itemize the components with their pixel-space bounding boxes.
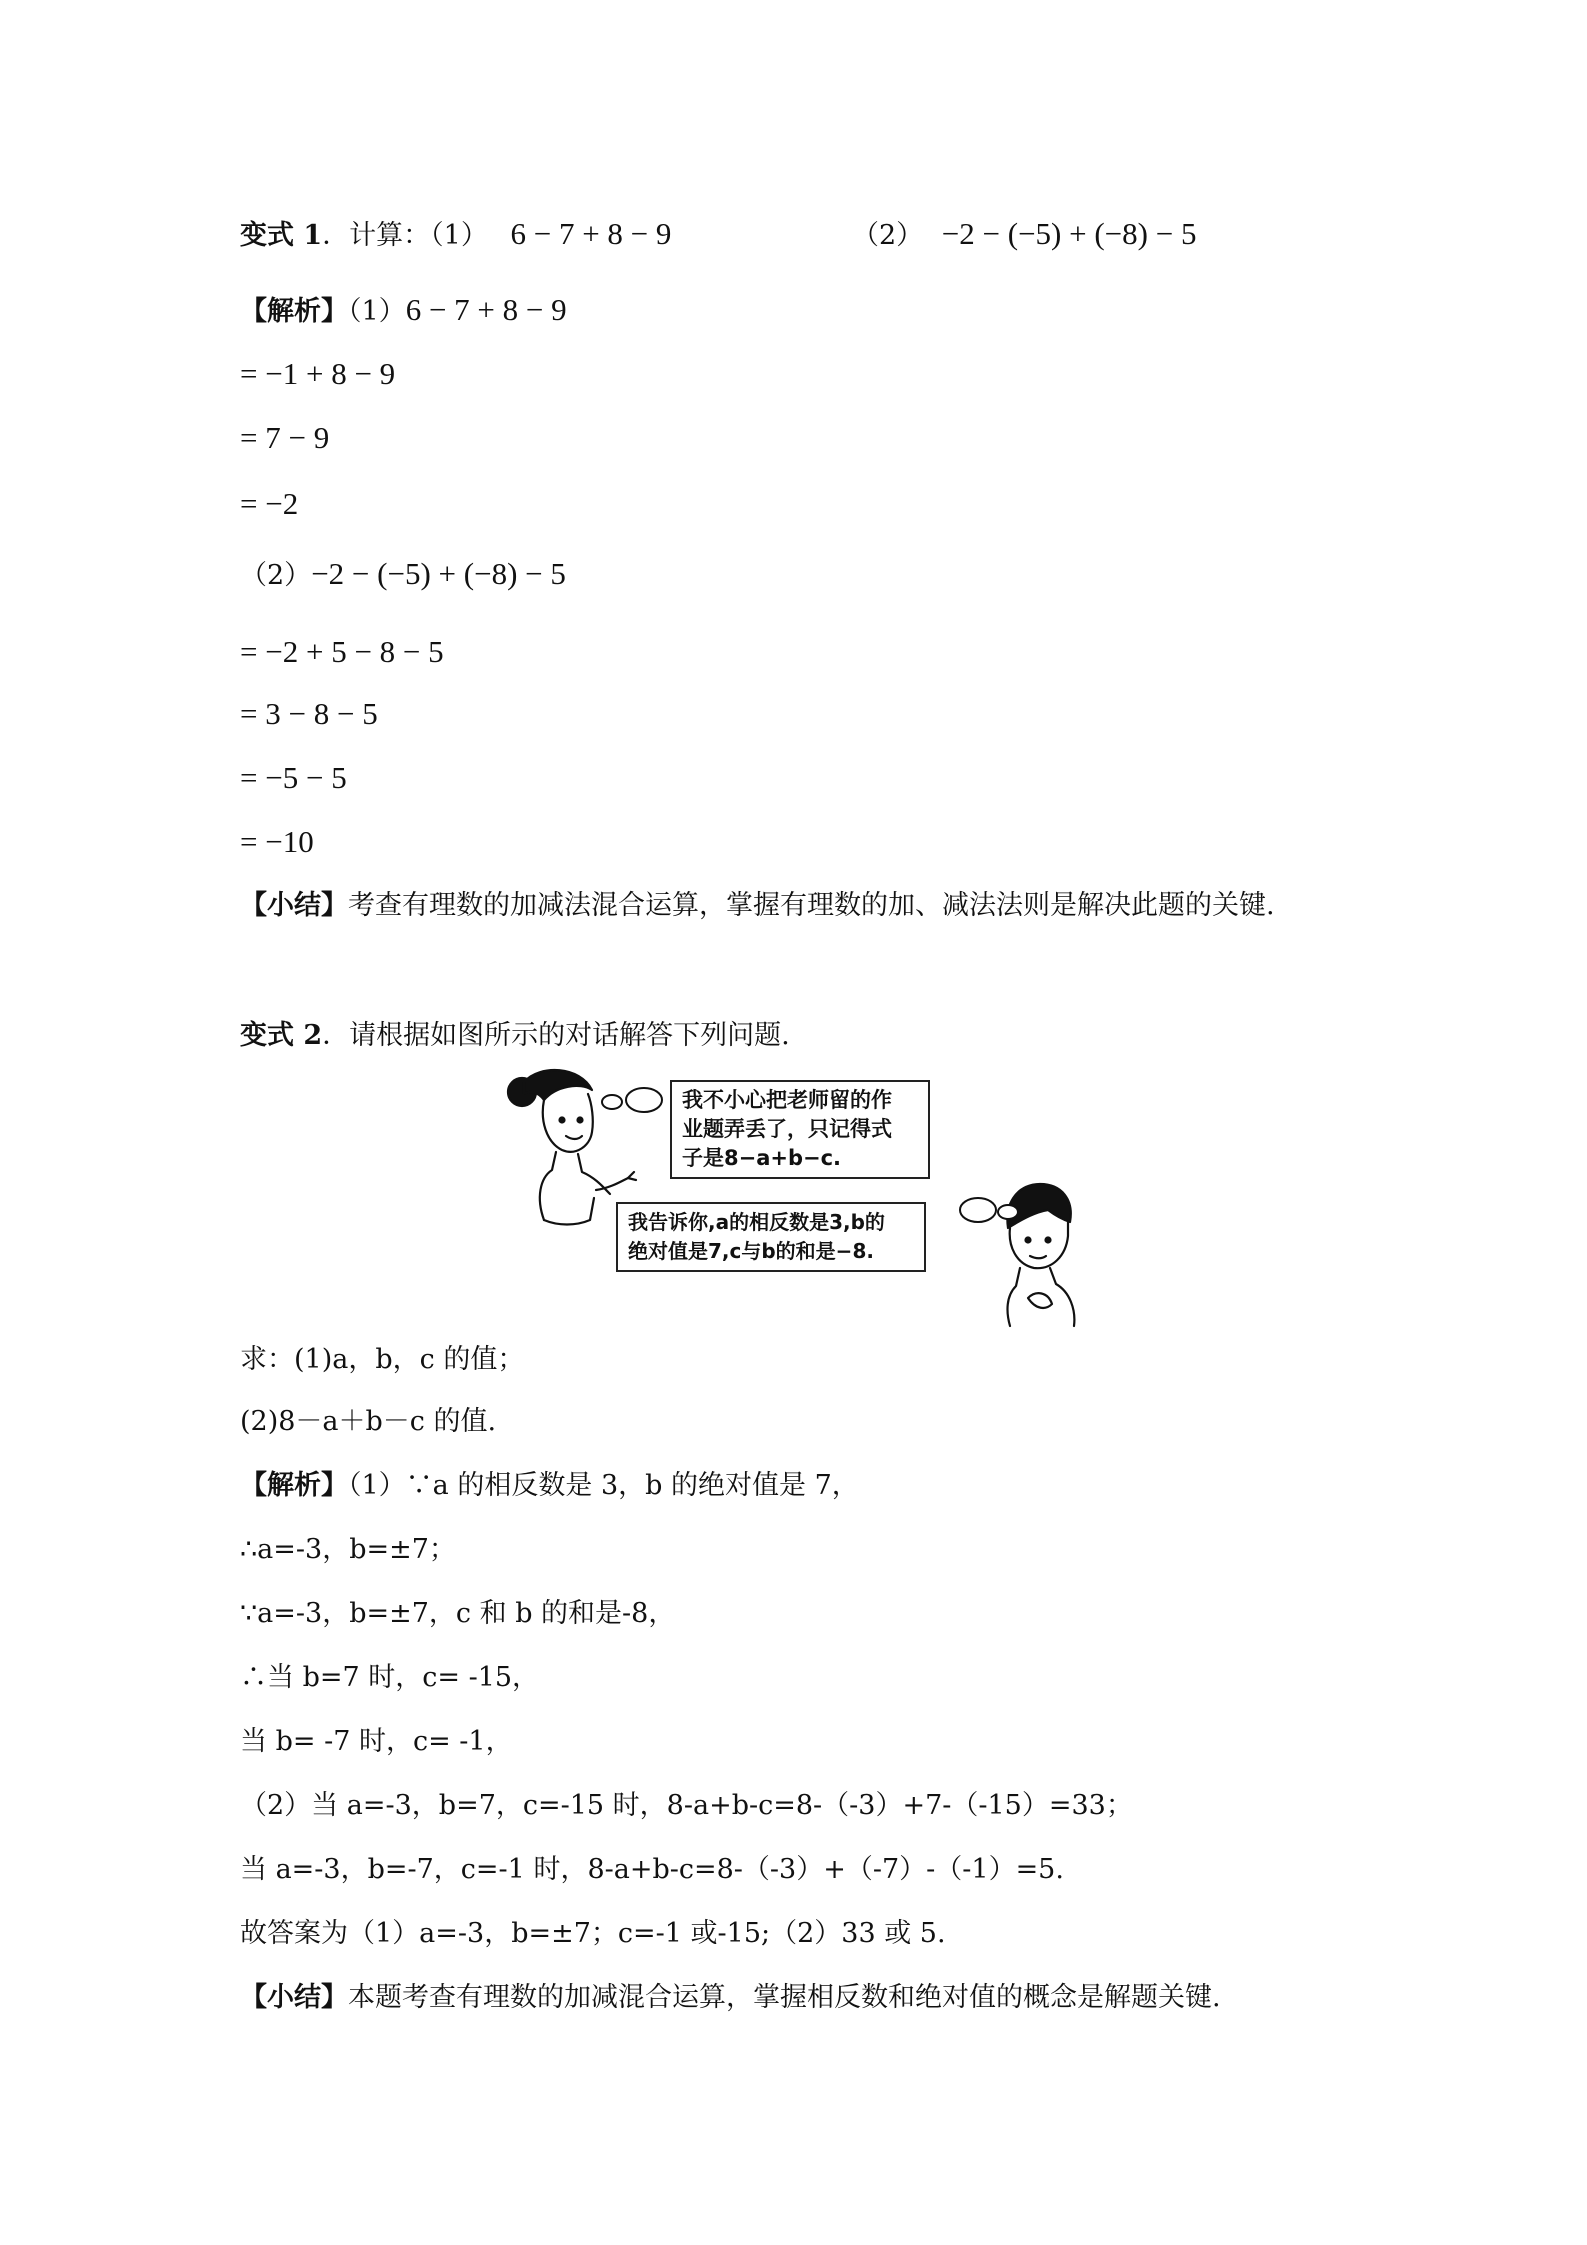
solution-2-line: （2）当 a=-3，b=7，c=-15 时，8-a+b-c=8-（-3）+7-（-15）=33； bbox=[240, 1790, 1133, 1821]
problem-2-statement bbox=[240, 1018, 790, 1054]
problem-1-expr-1: 6 − 7 + 8 − 9 bbox=[510, 216, 672, 251]
summary-1-heading: 【小结】 bbox=[240, 890, 348, 921]
solution-2-line: 当 a=-3，b=-7，c=-1 时，8-a+b-c=8-（-3）+（-7）-（-1）=5. bbox=[240, 1854, 1064, 1885]
problem-1-prompt: ．计算：（1） bbox=[322, 220, 488, 251]
solution-1-step: = −5 − 5 bbox=[240, 760, 347, 795]
solution-2-text: （1）∵a 的相反数是 3，b 的绝对值是 7， bbox=[348, 1470, 859, 1501]
solution-2-line-1 bbox=[240, 1468, 859, 1504]
boy-speech-bubble bbox=[616, 1202, 926, 1272]
solution-2-line: ∴a=-3，b=±7； bbox=[240, 1534, 456, 1565]
solution-1-part-1-label: （1） bbox=[348, 296, 406, 327]
problem-2-prompt: ．请根据如图所示的对话解答下列问题. bbox=[322, 1020, 790, 1051]
summary-1 bbox=[240, 888, 1275, 924]
boy-figure-icon bbox=[1007, 1184, 1074, 1326]
solution-1-part-1-expr: 6 − 7 + 8 − 9 bbox=[405, 292, 567, 327]
solution-1-heading: 【解析】 bbox=[240, 296, 348, 327]
problem-1-part-2 bbox=[852, 216, 1196, 254]
girl-bubble-line: 子是8−a+b−c. bbox=[682, 1146, 842, 1170]
solution-1-part-2-label: （2） bbox=[240, 560, 312, 591]
dialogue-illustration bbox=[500, 1060, 1100, 1330]
summary-2 bbox=[240, 1980, 1221, 2016]
solution-1-step: = −2 bbox=[240, 486, 299, 521]
summary-2-text: 本题考查有理数的加减混合运算，掌握相反数和绝对值的概念是解题关键. bbox=[348, 1982, 1221, 2013]
problem-1-label: 变式 1 bbox=[240, 220, 323, 251]
summary-1-text: 考查有理数的加减法混合运算，掌握有理数的加、减法法则是解决此题的关键. bbox=[348, 890, 1275, 921]
solution-1-step: = −10 bbox=[240, 824, 314, 859]
solution-2-line: ∴当 b=7 时，c= -15， bbox=[240, 1662, 540, 1693]
solution-1-part-2-expr: −2 − (−5) + (−8) − 5 bbox=[311, 556, 566, 591]
solution-2-line: 当 b= -7 时，c= -1， bbox=[240, 1726, 513, 1757]
solution-2-line: ∵a=-3，b=±7，c 和 b 的和是-8， bbox=[240, 1598, 676, 1629]
problem-1-statement bbox=[240, 216, 671, 254]
question-1: 求：(1)a，b，c 的值； bbox=[240, 1344, 525, 1375]
solution-1-step: = 3 − 8 − 5 bbox=[240, 696, 378, 731]
solution-1-part-2-line bbox=[240, 556, 566, 594]
question-2: (2)8－a＋b－c 的值. bbox=[240, 1406, 497, 1437]
boy-bubble-line: 我告诉你,a的相反数是3,b的 bbox=[628, 1210, 885, 1234]
problem-2-label: 变式 2 bbox=[240, 1020, 323, 1051]
girl-bubble-line: 我不小心把老师留的作 bbox=[682, 1088, 892, 1112]
summary-2-heading: 【小结】 bbox=[240, 1982, 348, 2013]
problem-1-part-2-label: （2） bbox=[852, 220, 924, 251]
girl-bubble-line: 业题弄丢了，只记得式 bbox=[682, 1117, 892, 1141]
solution-1-step: = 7 − 9 bbox=[240, 420, 330, 455]
solution-1-step: = −1 + 8 − 9 bbox=[240, 356, 396, 391]
boy-bubble-line: 绝对值是7,c与b的和是−8. bbox=[628, 1239, 874, 1263]
solution-1-heading-line bbox=[240, 292, 567, 330]
problem-1-expr-2: −2 − (−5) + (−8) − 5 bbox=[941, 216, 1197, 251]
solution-1-step: = −2 + 5 − 8 − 5 bbox=[240, 634, 444, 669]
solution-2-heading: 【解析】 bbox=[240, 1470, 348, 1501]
solution-2-line: 故答案为（1）a=-3，b=±7；c=-1 或-15;（2）33 或 5. bbox=[240, 1918, 946, 1949]
girl-speech-bubble bbox=[670, 1080, 930, 1179]
